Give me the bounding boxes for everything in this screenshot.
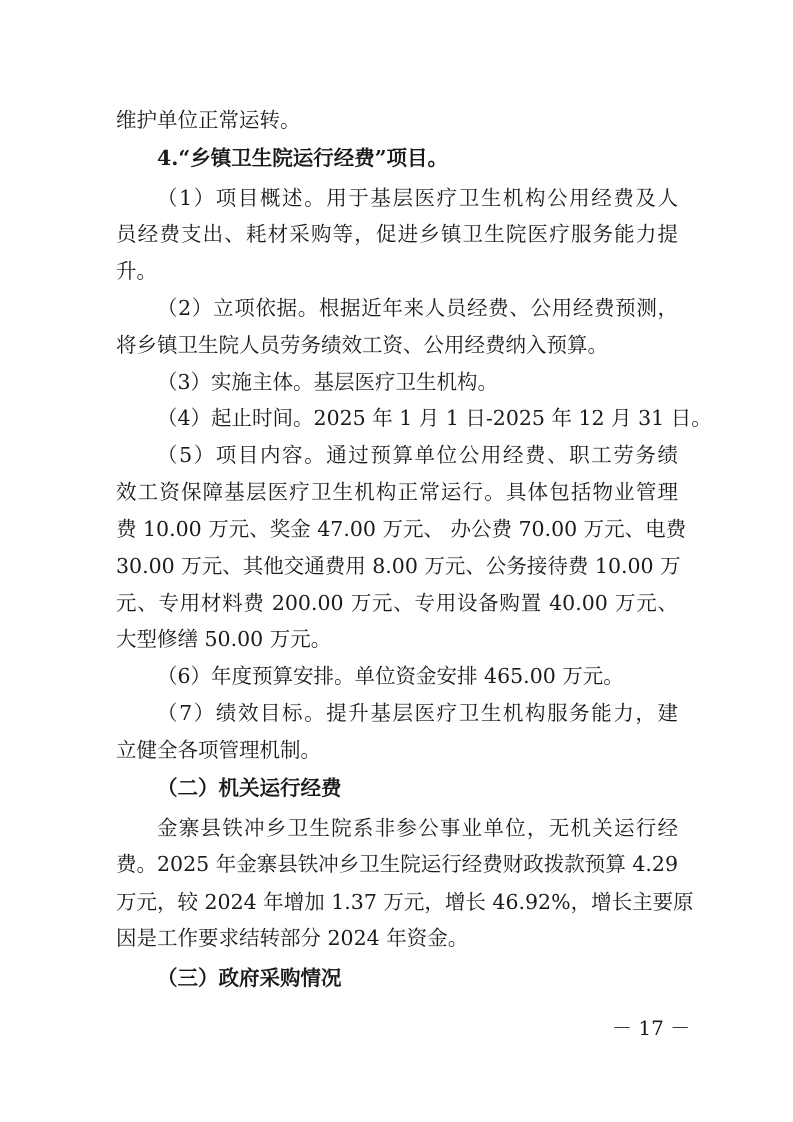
- text-line: （4）起止时间。2025 年 1 月 1 日-2025 年 12 月 31 日。: [157, 406, 712, 430]
- text-line: 30.00 万元、其他交通费用 8.00 万元、公务接待费 10.00 万: [116, 554, 681, 578]
- text-line: （2）立项依据。根据近年来人员经费、公用经费预测，: [157, 296, 678, 320]
- section-heading: （二）机关运行经费: [157, 776, 342, 800]
- text-line: 万元，较 2024 年增加 1.37 万元，增长 46.92%，增长主要原: [116, 890, 694, 914]
- page-number: － 17 －: [612, 1016, 691, 1040]
- text-line: 因是工作要求结转部分 2024 年资金。: [116, 926, 469, 950]
- text-line: （7）绩效目标。提升基层医疗卫生机构服务能力，建: [157, 701, 678, 725]
- text-line: 效工资保障基层医疗卫生机构正常运行。具体包括物业管理: [116, 480, 678, 504]
- text-line: 费 10.00 万元、奖金 47.00 万元、 办公费 70.00 万元、电费: [116, 517, 687, 541]
- text-line: （5）项目内容。通过预算单位公用经费、职工劳务绩: [157, 443, 678, 467]
- text-line: 元、专用材料费 200.00 万元、专用设备购置 40.00 万元、: [116, 591, 678, 615]
- text-line: 升。: [116, 259, 157, 283]
- text-line: 费。2025 年金寨县铁冲乡卫生院运行经费财政拨款预算 4.29: [116, 852, 678, 876]
- text-line: 立健全各项管理机制。: [116, 738, 321, 762]
- text-line: 员经费支出、耗材采购等，促进乡镇卫生院医疗服务能力提: [116, 222, 678, 246]
- text-line: 大型修缮 50.00 万元。: [116, 627, 332, 651]
- text-line: 维护单位正常运转。: [116, 108, 301, 132]
- text-line: （1）项目概述。用于基层医疗卫生机构公用经费及人: [157, 186, 678, 210]
- text-line: （3）实施主体。基层医疗卫生机构。: [157, 370, 499, 394]
- section-heading: 4.“乡镇卫生院运行经费”项目。: [157, 146, 448, 170]
- text-line: 金寨县铁冲乡卫生院系非参公事业单位，无机关运行经: [157, 816, 678, 840]
- section-heading: （三）政府采购情况: [157, 966, 342, 990]
- text-line: （6）年度预算安排。单位资金安排 465.00 万元。: [157, 664, 624, 688]
- text-line: 将乡镇卫生院人员劳务绩效工资、公用经费纳入预算。: [116, 333, 608, 357]
